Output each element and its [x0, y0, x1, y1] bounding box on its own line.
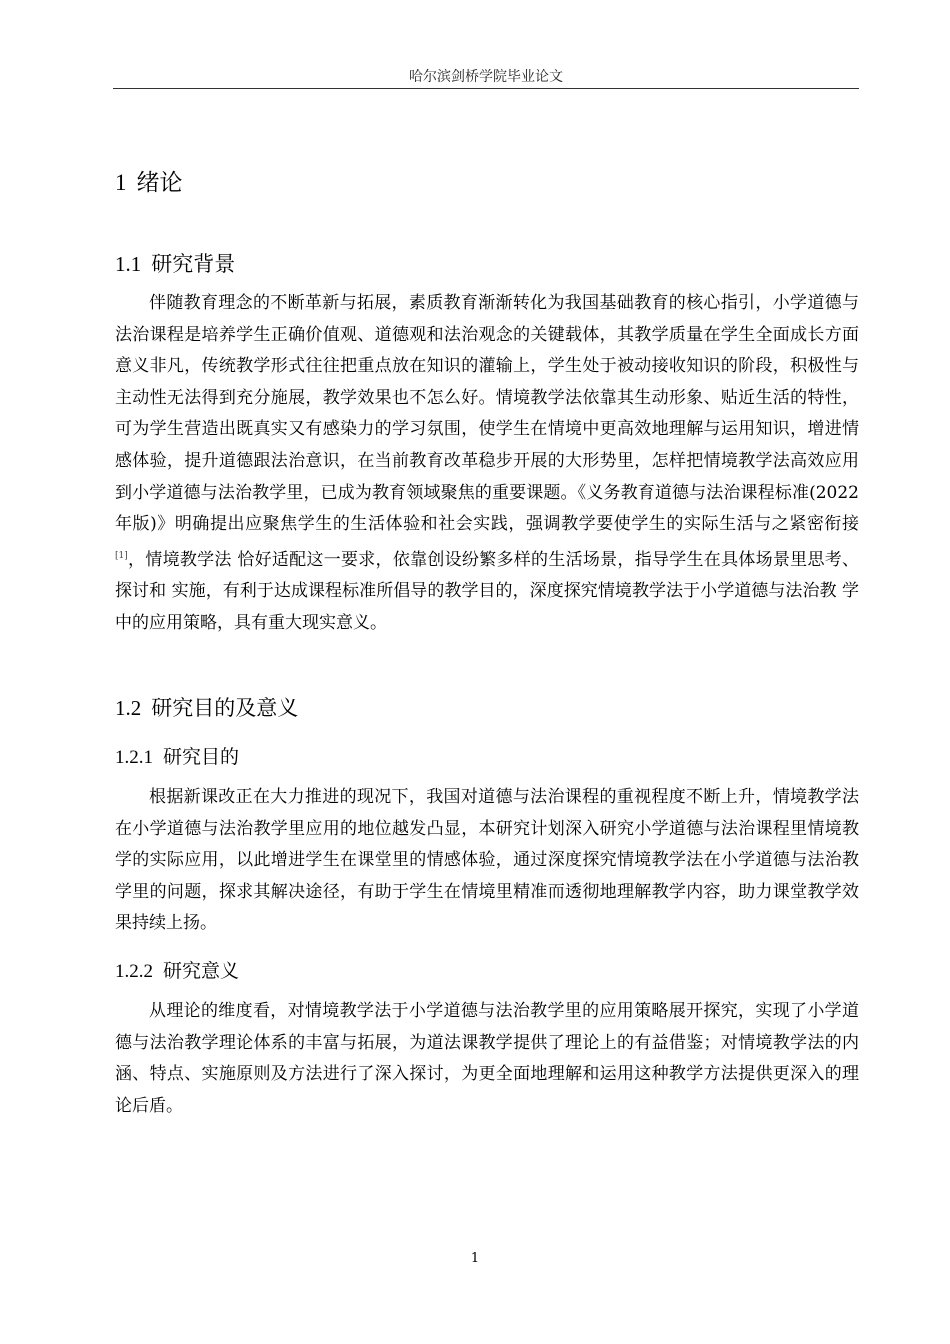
paragraph-text: ，情境教学法 恰好适配这一要求，依靠创设纷繁多样的生活场景，指导学生在具体场景里思考、探讨和 实施，有利于达成课程标准所倡导的教学目的，深度探究情境教学法于小学道德与法治教 学中的应用策略，具有重大现实意义。: [115, 549, 859, 633]
section-number: 1.2: [115, 696, 142, 720]
page-header: 哈尔滨剑桥学院毕业论文: [409, 69, 563, 85]
section-number: 1.1: [115, 252, 142, 276]
citation-ref[interactable]: [1]: [115, 550, 128, 561]
paragraph-significance: 从理论的维度看，对情境教学法于小学道德与法治教学里的应用策略展开探究，实现了小学道德与法治教学理论体系的丰富与拓展，为道法课教学提供了理论上的有益借鉴；对情境教学法的内涵、特点、实施原则及方法进行了深入探讨，为更全面地理解和运用这种教学方法提供更深入的理论后盾。: [115, 1001, 859, 1116]
section-heading-1-1: [115, 248, 235, 278]
paragraph-background: [115, 288, 859, 640]
section-title: 研究背景: [151, 252, 236, 276]
subsection-heading-1-2-2: [115, 956, 239, 983]
section-title: 研究目的及意义: [151, 696, 299, 720]
subsection-number: 1.2.1: [115, 747, 153, 768]
section-heading-1-2: [115, 692, 298, 722]
header-divider: [113, 88, 859, 89]
subsection-title: 研究目的: [163, 746, 240, 768]
subsection-number: 1.2.2: [115, 961, 153, 982]
chapter-number: 1: [115, 170, 127, 195]
chapter-heading: [115, 164, 183, 197]
paragraph-text: 伴随教育理念的不断革新与拓展，素质教育渐渐转化为我国基础教育的核心指引，小学道德与法治课程是培养学生正确价值观、道德观和法治观念的关键载体，其教学质量在学生全面成长方面意义非凡，传统教学形式往往把重点放在知识的灌输上，学生处于被动接收知识的阶段，积极性与主动性无法得到充分施展，教学效果也不怎么好。情境教学法依靠其生动形象、贴近生活的特性，可为学生营造出既真实又有感染力的学习氛围，使学生在情境中更高效地理解与运用知识，增进情感体验，提升道德跟法治意识，在当前教育改革稳步开展的大形势里，怎样把情境教学法高效应用到小学道德与法治教学里，已成为教育领域聚焦的重要课题。《义务教育道德与法治课程标准(2022年版)》明确提出应聚焦学生的生活体验和社会实践，强调教学要使学生的实际生活与之紧密衔接: [115, 293, 859, 535]
subsection-heading-1-2-1: [115, 742, 239, 769]
subsection-title: 研究意义: [163, 960, 240, 982]
chapter-title: 绪论: [136, 170, 183, 196]
paragraph-purpose: 根据新课改正在大力推进的现况下，我国对道德与法治课程的重视程度不断上升，情境教学法在小学道德与法治教学里应用的地位越发凸显，本研究计划深入研究小学道德与法治课程里情境教学的实际应用，以此增进学生在课堂里的情感体验，通过深度探究情境教学法在小学道德与法治教学里的问题，探求其解决途径，有助于学生在情境里精准而透彻地理解教学内容，助力课堂教学效果持续上扬。: [115, 787, 859, 934]
page-number: 1: [470, 1251, 480, 1266]
